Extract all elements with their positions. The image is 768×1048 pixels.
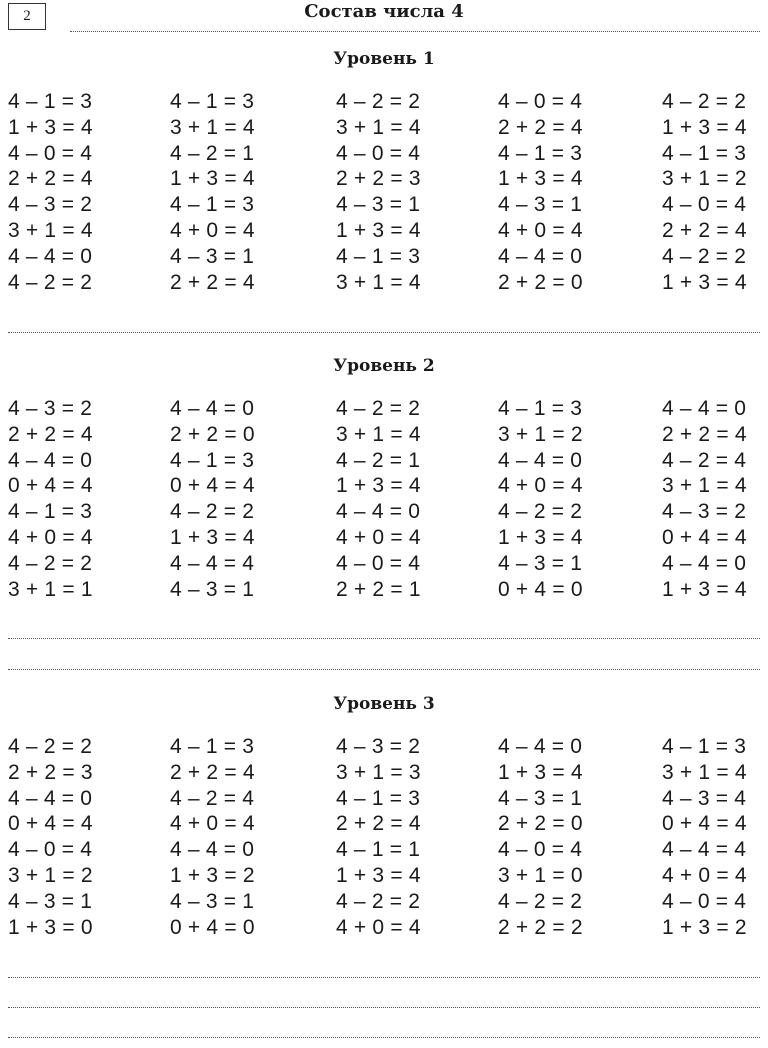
exercise-item: 4 – 1 = 3 [662, 735, 747, 758]
exercise-row [0, 218, 768, 244]
exercise-row [0, 577, 768, 603]
exercise-item: 2 + 2 = 4 [498, 115, 583, 139]
exercise-row [0, 915, 768, 941]
exercise-item: 4 – 1 = 3 [498, 397, 583, 420]
exercise-row [0, 525, 768, 551]
exercise-item: 2 + 2 = 4 [170, 760, 255, 784]
exercise-item: 4 – 3 = 2 [8, 397, 93, 420]
exercise-row [0, 244, 768, 270]
answer-line [8, 1007, 760, 1008]
exercise-item: 4 – 3 = 1 [170, 889, 255, 913]
exercise-item: 3 + 1 = 4 [336, 422, 421, 446]
exercise-item: 0 + 4 = 4 [8, 812, 93, 836]
exercise-row [0, 863, 768, 889]
exercise-item: 4 – 1 = 3 [170, 90, 255, 113]
exercise-item: 1 + 3 = 0 [8, 915, 93, 939]
exercise-row [0, 837, 768, 863]
exercise-item: 0 + 4 = 0 [170, 915, 255, 939]
exercise-item: 3 + 1 = 1 [8, 577, 93, 601]
exercise-item: 0 + 4 = 4 [170, 474, 255, 498]
exercise-item: 4 + 0 = 4 [336, 915, 421, 939]
exercise-item: 1 + 3 = 4 [336, 863, 421, 887]
exercise-item: 2 + 2 = 3 [336, 167, 421, 191]
exercise-item: 4 + 0 = 4 [170, 218, 255, 242]
exercise-row [0, 141, 768, 167]
exercise-item: 4 – 2 = 4 [170, 786, 255, 810]
exercise-item: 4 – 4 = 0 [336, 500, 421, 524]
exercise-item: 2 + 2 = 2 [498, 915, 583, 939]
exercise-item: 2 + 2 = 4 [336, 812, 421, 836]
exercise-row [0, 499, 768, 525]
exercise-item: 4 – 1 = 3 [662, 141, 747, 165]
exercise-item: 4 – 2 = 1 [336, 448, 421, 472]
exercise-item: 2 + 2 = 1 [336, 577, 421, 601]
exercise-item: 1 + 3 = 4 [662, 577, 747, 601]
exercise-item: 4 – 3 = 1 [170, 577, 255, 601]
exercise-item: 4 – 3 = 1 [498, 786, 583, 810]
exercise-row [0, 811, 768, 837]
exercise-row [0, 786, 768, 812]
exercise-item: 4 – 4 = 0 [170, 397, 255, 420]
exercise-item: 2 + 2 = 4 [8, 167, 93, 191]
exercise-item: 4 – 4 = 0 [498, 244, 583, 268]
exercise-item: 1 + 3 = 4 [170, 167, 255, 191]
exercise-item: 4 – 2 = 2 [662, 90, 747, 113]
exercise-row [0, 760, 768, 786]
exercise-row [0, 115, 768, 141]
exercise-row [0, 551, 768, 577]
exercise-item: 1 + 3 = 4 [498, 760, 583, 784]
exercise-item: 4 – 1 = 3 [336, 786, 421, 810]
exercise-item: 0 + 4 = 0 [498, 577, 583, 601]
exercise-item: 4 – 1 = 3 [8, 90, 93, 113]
exercise-item: 3 + 1 = 4 [170, 115, 255, 139]
exercise-item: 4 – 2 = 2 [498, 500, 583, 524]
exercise-item: 1 + 3 = 4 [336, 474, 421, 498]
exercise-item: 4 – 2 = 1 [170, 141, 255, 165]
exercise-item: 1 + 3 = 4 [8, 115, 93, 139]
exercise-item: 3 + 1 = 4 [662, 474, 747, 498]
exercise-item: 1 + 3 = 4 [170, 525, 255, 549]
exercise-item: 4 – 2 = 2 [8, 735, 93, 758]
exercise-item: 4 – 2 = 2 [8, 551, 93, 575]
exercise-item: 4 – 2 = 2 [498, 889, 583, 913]
exercise-item: 4 – 3 = 1 [170, 244, 255, 268]
exercise-row [0, 270, 768, 296]
answer-line [8, 1037, 760, 1038]
exercise-item: 4 – 4 = 0 [8, 244, 93, 268]
exercise-item: 4 – 0 = 4 [336, 551, 421, 575]
exercise-item: 3 + 1 = 0 [498, 863, 583, 887]
exercise-item: 4 – 3 = 4 [662, 786, 747, 810]
exercise-item: 4 – 0 = 4 [498, 838, 583, 862]
exercise-item: 4 – 3 = 1 [498, 551, 583, 575]
exercise-item: 4 + 0 = 4 [170, 812, 255, 836]
exercise-item: 1 + 3 = 4 [662, 270, 747, 294]
exercise-item: 4 – 0 = 4 [662, 889, 747, 913]
title-underline [70, 31, 760, 32]
level-3-title: Уровень 3 [333, 694, 435, 714]
exercise-item: 4 + 0 = 4 [8, 525, 93, 549]
exercise-item: 4 – 1 = 1 [336, 838, 421, 862]
exercise-item: 1 + 3 = 2 [662, 915, 747, 939]
exercise-item: 2 + 2 = 0 [170, 422, 255, 446]
exercise-item: 1 + 3 = 4 [498, 525, 583, 549]
exercise-item: 3 + 1 = 4 [8, 218, 93, 242]
exercise-item: 4 – 4 = 0 [8, 448, 93, 472]
level-1-title: Уровень 1 [333, 49, 435, 69]
exercise-item: 3 + 1 = 2 [498, 422, 583, 446]
exercise-item: 4 – 4 = 0 [170, 838, 255, 862]
exercise-item: 3 + 1 = 4 [336, 270, 421, 294]
exercise-row [0, 192, 768, 218]
exercise-item: 4 – 3 = 1 [336, 193, 421, 217]
exercise-row [0, 422, 768, 448]
exercise-item: 4 – 0 = 4 [662, 193, 747, 217]
exercise-item: 4 – 2 = 2 [336, 889, 421, 913]
exercise-row [0, 734, 768, 760]
exercise-item: 2 + 2 = 0 [498, 812, 583, 836]
exercise-row [0, 396, 768, 422]
exercise-item: 4 – 2 = 2 [336, 90, 421, 113]
level-2-grid [0, 396, 768, 602]
exercise-item: 4 + 0 = 4 [498, 218, 583, 242]
exercise-item: 2 + 2 = 4 [662, 422, 747, 446]
exercise-row [0, 89, 768, 115]
exercise-item: 4 – 1 = 3 [170, 448, 255, 472]
exercise-item: 4 – 2 = 2 [8, 270, 93, 294]
exercise-item: 3 + 1 = 3 [336, 760, 421, 784]
exercise-item: 3 + 1 = 4 [662, 760, 747, 784]
exercise-item: 4 + 0 = 4 [336, 525, 421, 549]
exercise-row [0, 889, 768, 915]
exercise-item: 0 + 4 = 4 [662, 812, 747, 836]
exercise-item: 2 + 2 = 4 [662, 218, 747, 242]
exercise-item: 4 – 1 = 3 [8, 500, 93, 524]
exercise-item: 4 – 2 = 2 [170, 500, 255, 524]
exercise-item: 1 + 3 = 4 [336, 218, 421, 242]
exercise-item: 4 – 4 = 0 [662, 551, 747, 575]
exercise-item: 4 – 4 = 0 [8, 786, 93, 810]
exercise-item: 0 + 4 = 4 [662, 525, 747, 549]
exercise-item: 4 – 4 = 0 [662, 397, 747, 420]
exercise-item: 4 – 2 = 2 [336, 397, 421, 420]
exercise-item: 1 + 3 = 4 [662, 115, 747, 139]
exercise-row [0, 448, 768, 474]
exercise-item: 4 + 0 = 4 [662, 863, 747, 887]
answer-line [8, 332, 760, 333]
page-title: Состав числа 4 [304, 1, 464, 22]
exercise-item: 2 + 2 = 4 [8, 422, 93, 446]
exercise-item: 4 – 0 = 4 [498, 90, 583, 113]
answer-line [8, 669, 760, 670]
exercise-item: 4 – 1 = 3 [170, 193, 255, 217]
exercise-item: 2 + 2 = 3 [8, 760, 93, 784]
exercise-item: 4 – 1 = 3 [336, 244, 421, 268]
answer-line [8, 638, 760, 639]
exercise-item: 4 – 4 = 0 [498, 735, 583, 758]
page-number: 2 [8, 3, 46, 30]
exercise-item: 4 – 1 = 3 [170, 735, 255, 758]
exercise-row [0, 166, 768, 192]
exercise-item: 4 – 0 = 4 [8, 838, 93, 862]
exercise-item: 4 – 4 = 0 [498, 448, 583, 472]
exercise-item: 4 – 0 = 4 [336, 141, 421, 165]
exercise-item: 4 – 2 = 2 [662, 244, 747, 268]
answer-line [8, 977, 760, 978]
level-3-grid [0, 734, 768, 940]
exercise-item: 1 + 3 = 2 [170, 863, 255, 887]
exercise-item: 4 – 1 = 3 [498, 141, 583, 165]
exercise-item: 4 – 3 = 1 [8, 889, 93, 913]
level-2-title: Уровень 2 [333, 356, 435, 376]
exercise-item: 4 – 3 = 2 [8, 193, 93, 217]
exercise-item: 3 + 1 = 2 [8, 863, 93, 887]
exercise-item: 3 + 1 = 4 [336, 115, 421, 139]
exercise-row [0, 473, 768, 499]
exercise-item: 4 – 4 = 4 [662, 838, 747, 862]
exercise-item: 2 + 2 = 0 [498, 270, 583, 294]
exercise-item: 4 + 0 = 4 [498, 474, 583, 498]
exercise-item: 4 – 2 = 4 [662, 448, 747, 472]
exercise-item: 4 – 3 = 2 [336, 735, 421, 758]
exercise-item: 0 + 4 = 4 [8, 474, 93, 498]
exercise-item: 2 + 2 = 4 [170, 270, 255, 294]
exercise-item: 4 – 4 = 4 [170, 551, 255, 575]
level-1-grid [0, 89, 768, 295]
exercise-item: 4 – 0 = 4 [8, 141, 93, 165]
exercise-item: 1 + 3 = 4 [498, 167, 583, 191]
exercise-item: 4 – 3 = 2 [662, 500, 747, 524]
exercise-item: 3 + 1 = 2 [662, 167, 747, 191]
exercise-item: 4 – 3 = 1 [498, 193, 583, 217]
